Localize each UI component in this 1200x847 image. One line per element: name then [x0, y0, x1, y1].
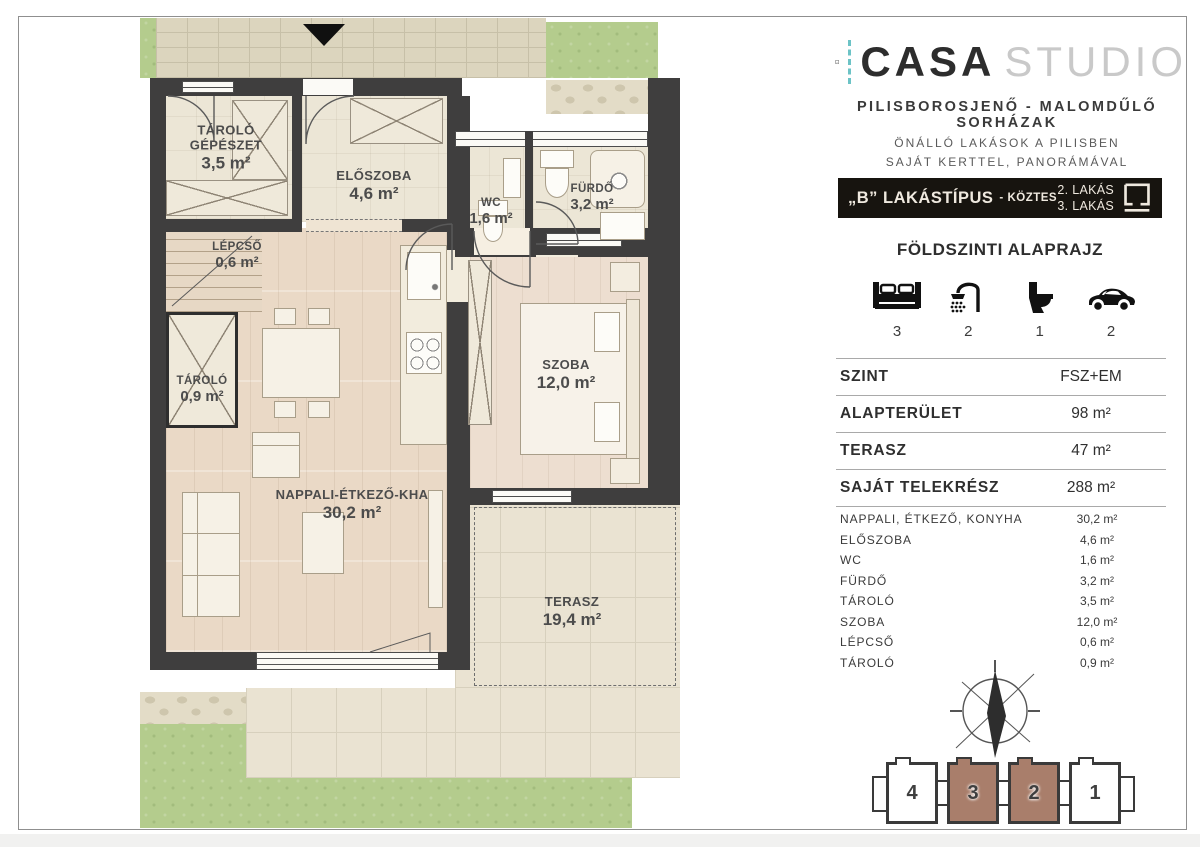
room-list-item: WC 1,6 m² — [840, 553, 1114, 568]
logo-divider — [848, 40, 851, 84]
site-unit-1: 1 — [1069, 762, 1121, 824]
room-label-tarolo: TÁROLÓ 0,9 m² — [176, 374, 228, 405]
toilets-count: 1 — [1035, 323, 1044, 340]
room-area-list — [840, 509, 1162, 673]
spec-row: ALAPTERÜLET 98 m² — [836, 395, 1166, 432]
unit-porch — [956, 757, 972, 765]
room-label-tarolo-gepeszet: TÁROLÓ GÉPÉSZET 3,5 m² — [189, 122, 263, 173]
site-unit-3: 3 — [947, 762, 999, 824]
room-list-item: ELŐSZOBA 4,6 m² — [840, 532, 1114, 547]
car-icon — [1085, 280, 1137, 316]
unit-porch — [1017, 757, 1033, 765]
project-header — [815, 99, 1199, 169]
bed-icon — [871, 280, 923, 316]
parking-count: 2 — [1106, 323, 1116, 340]
banner-subtitle: - KÖZTES — [999, 192, 1058, 204]
spec-row: SZINT FSZ+EM — [836, 358, 1166, 395]
room-label-eloszoba: ELŐSZOBA 4,6 m² — [336, 167, 412, 203]
site-unit-4: 4 — [886, 762, 938, 824]
project-subtitle-2: SAJÁT KERTTEL, PANORÁMÁVAL — [885, 155, 1129, 169]
site-connector — [1060, 780, 1069, 806]
room-label-terasz: TERASZ 19,4 m² — [542, 593, 602, 629]
room-list-item: LÉPCSŐ 0,6 m² — [840, 635, 1114, 650]
amenities-row — [868, 280, 1140, 340]
bedrooms-count: 3 — [892, 323, 902, 340]
brand-secondary: STUDIO — [1004, 38, 1187, 85]
brand-logo — [835, 38, 1187, 86]
site-plan — [886, 762, 1121, 824]
amenity-bedrooms — [868, 280, 926, 340]
brand-primary: CASA — [860, 38, 996, 85]
compass-icon — [942, 658, 1048, 764]
page-edge-strip — [0, 834, 1200, 847]
room-label-furdo: FÜRDŐ 3,2 m² — [570, 182, 614, 213]
banner-units: 2. LAKÁS 3. LAKÁS — [1057, 182, 1114, 213]
room-list-item: SZOBA 12,0 m² — [840, 614, 1118, 629]
room-list-item: TÁROLÓ 3,5 m² — [840, 594, 1114, 609]
site-connector — [938, 780, 947, 806]
spec-row: TERASZ 47 m² — [836, 432, 1166, 469]
room-list-item: NAPPALI, ÉTKEZŐ, KONYHA 30,2 m² — [840, 512, 1118, 527]
site-connector — [999, 780, 1008, 806]
section-title: FÖLDSZINTI ALAPRAJZ — [896, 240, 1104, 259]
casa-room-icon — [835, 42, 839, 82]
spec-table — [836, 358, 1166, 507]
project-subtitle-1: ÖNÁLLÓ LAKÁSOK A PILISBEN — [894, 136, 1120, 150]
room-list-item: TÁROLÓ 0,9 m² — [840, 655, 1114, 670]
site-wing-left — [872, 776, 886, 812]
amenity-parking — [1082, 280, 1140, 340]
room-label-lepcso: LÉPCSŐ 0,6 m² — [212, 240, 262, 271]
apartment-type-banner — [838, 178, 1162, 218]
site-unit-2: 2 — [1008, 762, 1060, 824]
showers-count: 2 — [964, 323, 973, 340]
spec-row: SAJÁT TELEKRÉSZ 288 m² — [836, 469, 1166, 507]
room-list-item: FÜRDŐ 3,2 m² — [840, 573, 1114, 588]
unit-porch — [895, 757, 911, 765]
site-wing-right — [1121, 776, 1135, 812]
amenity-showers — [939, 280, 997, 340]
banner-title: „B” LAKÁSTÍPUS — [848, 188, 994, 207]
unit-porch — [1078, 757, 1094, 765]
toilet-icon — [1025, 280, 1055, 316]
project-title: PILISBOROSJENŐ - MALOMDŰLŐ SORHÁZAK — [856, 99, 1158, 131]
room-label-szoba: SZOBA 12,0 m² — [536, 356, 596, 392]
room-label-wc: WC 1,6 m² — [469, 196, 513, 227]
unit-plan-icon — [1122, 182, 1152, 214]
amenity-toilets — [1011, 280, 1069, 340]
shower-icon — [948, 280, 988, 316]
room-label-nappali: NAPPALI-ÉTKEZŐ-KHA 30,2 m² — [275, 486, 429, 522]
